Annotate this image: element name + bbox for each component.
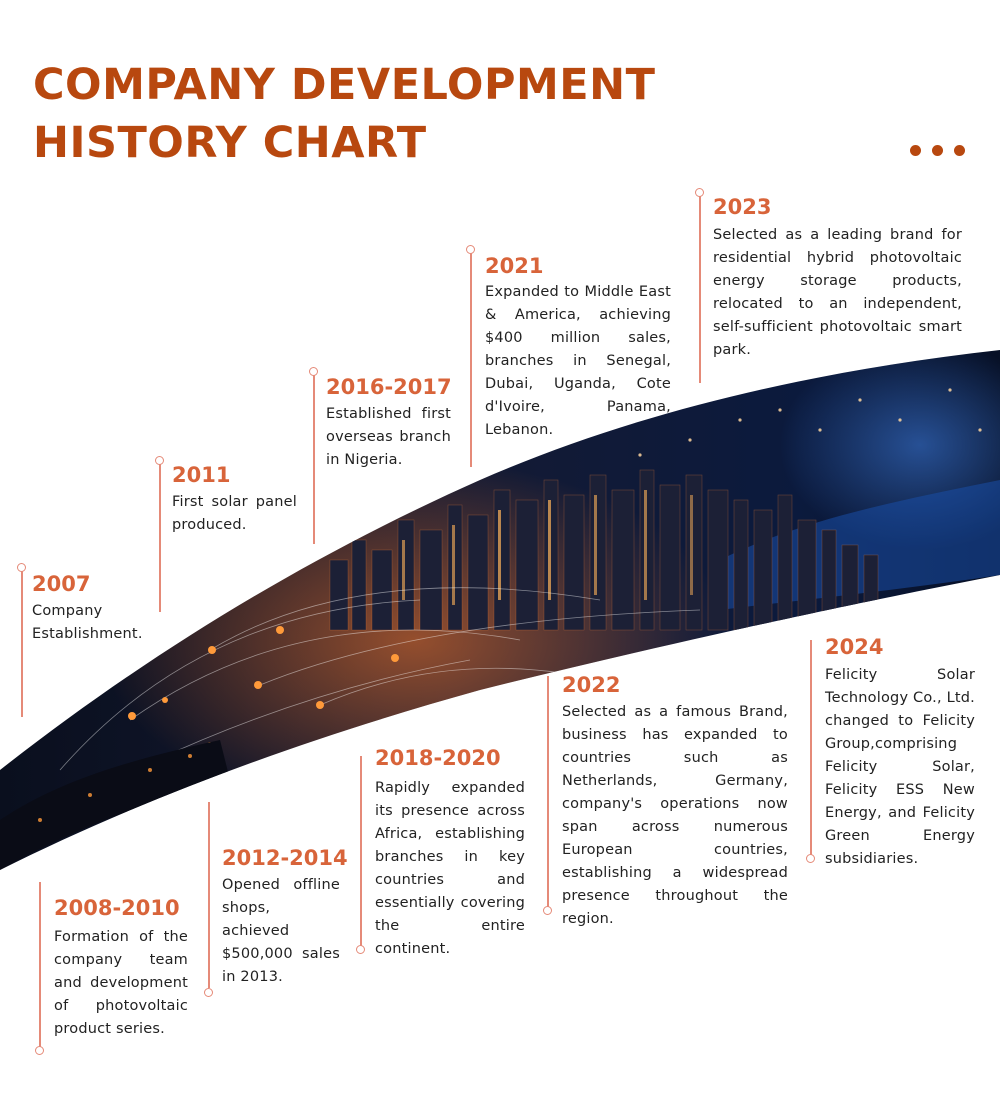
timeline-marker-2012-2014 [208,802,210,988]
timeline-pin-2007 [17,563,26,572]
timeline-description: Company Establishment. [32,603,143,642]
title-line-1: COMPANY DEVELOPMENT [33,60,656,110]
timeline-description: First solar panel produced. [172,494,297,533]
timeline-year: 2023 [713,195,772,219]
timeline-description: Opened offline shops, achieved $500,000 sales in 2013. [222,877,340,985]
timeline-year: 2021 [485,254,544,278]
timeline-year: 2007 [32,572,91,596]
timeline-pin-2016-2017 [309,367,318,376]
timeline-description: Selected as a famous Brand, business has expanded to countries such as Netherlands, Germany, company's operations now span across numerous European countries, establishing a widespread presence throughout the region. [562,704,788,927]
timeline-description: Rapidly expanded its presence across Africa, establishing branches in key countries and essentially covering the entire continent. [375,780,525,957]
timeline-description: Expanded to Middle East & America, achieving $400 million sales, branches in Senegal, Dubai, Uganda, Cote d'Ivoire, Panama, Lebanon. [485,284,671,438]
timeline-pin-2021 [466,245,475,254]
timeline-description: Felicity Solar Technology Co., Ltd. changed to Felicity Group,comprising Felicity Solar, Felicity ESS New Energy, and Felicity Green Energy subsidiaries. [825,667,975,867]
timeline-year: 2011 [172,463,231,487]
timeline-year: 2024 [825,635,884,659]
timeline-year: 2018-2020 [375,746,501,770]
timeline-marker-2018-2020 [360,756,362,946]
timeline-description: Selected as a leading brand for residential hybrid photovoltaic energy storage products, relocated to an independent, self-sufficient photovoltaic smart park. [713,227,962,358]
title-line-2: HISTORY CHART [33,118,427,168]
timeline-description: Formation of the company team and development of photovoltaic product series. [54,929,188,1037]
timeline-year: 2012-2014 [222,846,348,870]
timeline-marker-2016-2017 [313,374,315,544]
timeline-marker-2008-2010 [39,882,41,1048]
timeline-marker-2021 [470,252,472,467]
timeline-year: 2016-2017 [326,375,452,399]
timeline-pin-2008-2010 [35,1046,44,1055]
timeline-marker-2022 [547,676,549,908]
timeline-marker-2024 [810,640,812,858]
timeline-year: 2008-2010 [54,896,180,920]
timeline-marker-2023 [699,195,701,383]
timeline-year: 2022 [562,673,621,697]
timeline-description: Established first overseas branch in Nigeria. [326,406,451,468]
timeline-pin-2011 [155,456,164,465]
timeline-pin-2022 [543,906,552,915]
timeline-marker-2007 [21,567,23,717]
timeline-marker-2011 [159,462,161,612]
timeline-pin-2024 [806,854,815,863]
timeline-pin-2018-2020 [356,945,365,954]
timeline-pin-2012-2014 [204,988,213,997]
timeline-pin-2023 [695,188,704,197]
